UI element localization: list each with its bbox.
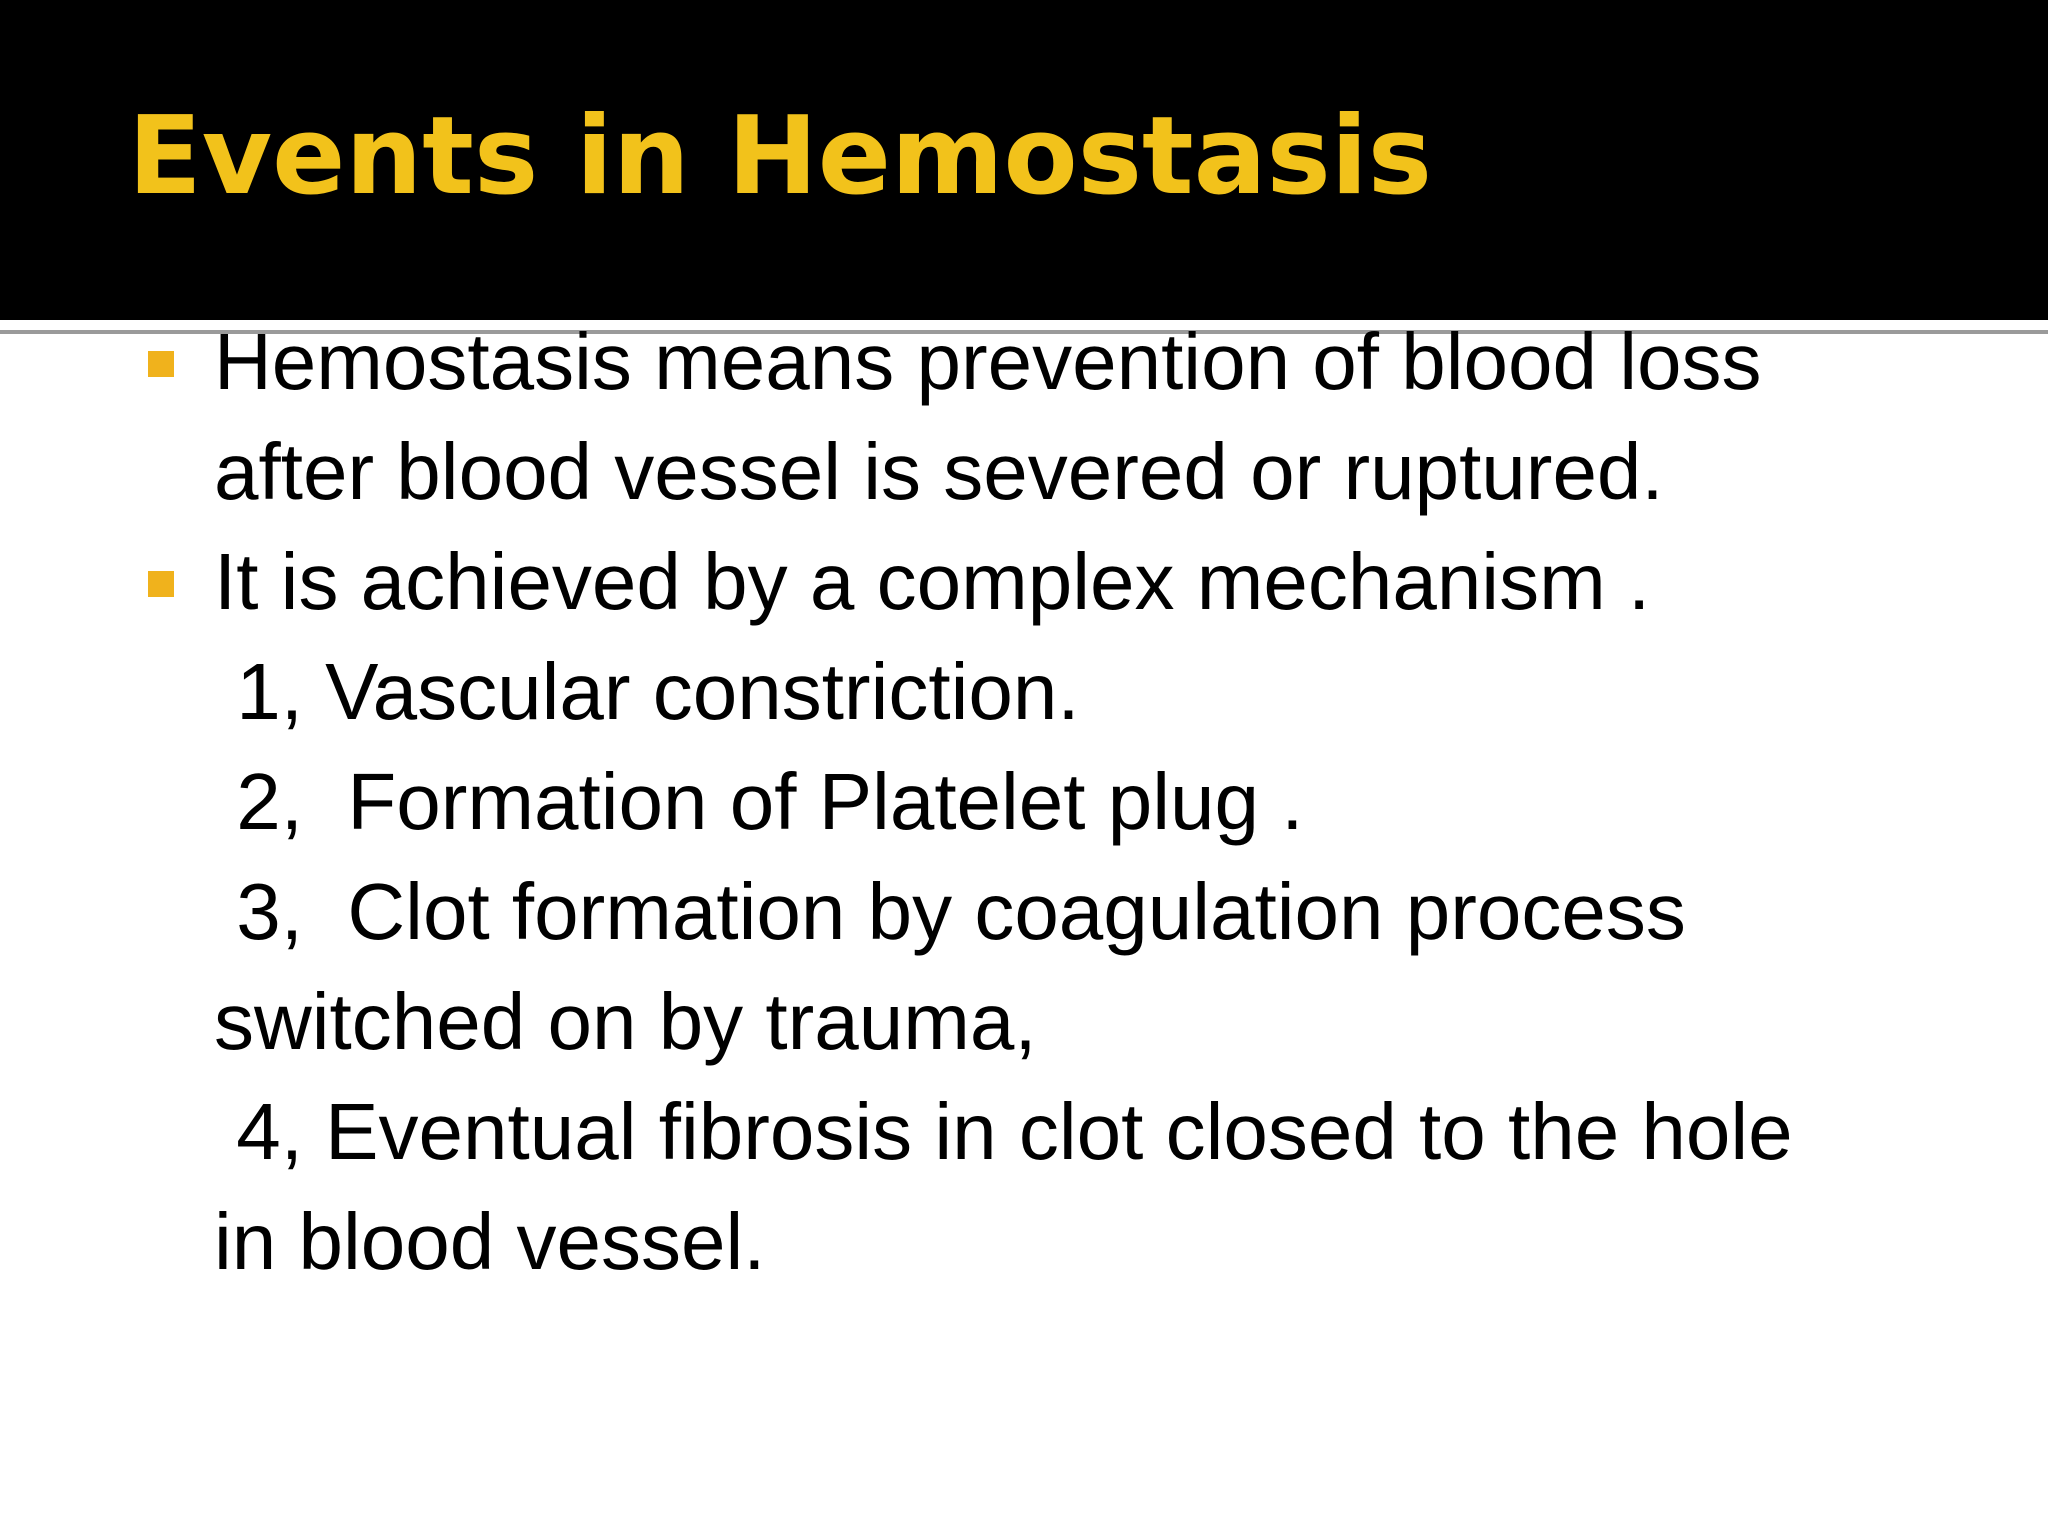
body-line-8: 4, Eventual fibrosis in clot closed to the hole (214, 1087, 1793, 1176)
bullet-square-icon (148, 571, 174, 597)
body-line-7: switched on by trauma, (214, 977, 1037, 1066)
body-line-5: 2, Formation of Platelet plug . (214, 757, 1304, 846)
slide-title: Events in Hemostasis (128, 94, 1433, 219)
body-line-9: in blood vessel. (214, 1197, 766, 1286)
body-line-6: 3, Clot formation by coagulation process (214, 867, 1686, 956)
body-line-3: It is achieved by a complex mechanism . (214, 537, 1651, 626)
body-line-1: Hemostasis means prevention of blood loss (214, 317, 1762, 406)
bullet-square-icon (148, 351, 174, 377)
body-line-4: 1, Vascular constriction. (214, 647, 1080, 736)
body-line-2: after blood vessel is severed or ruptured. (214, 427, 1664, 516)
